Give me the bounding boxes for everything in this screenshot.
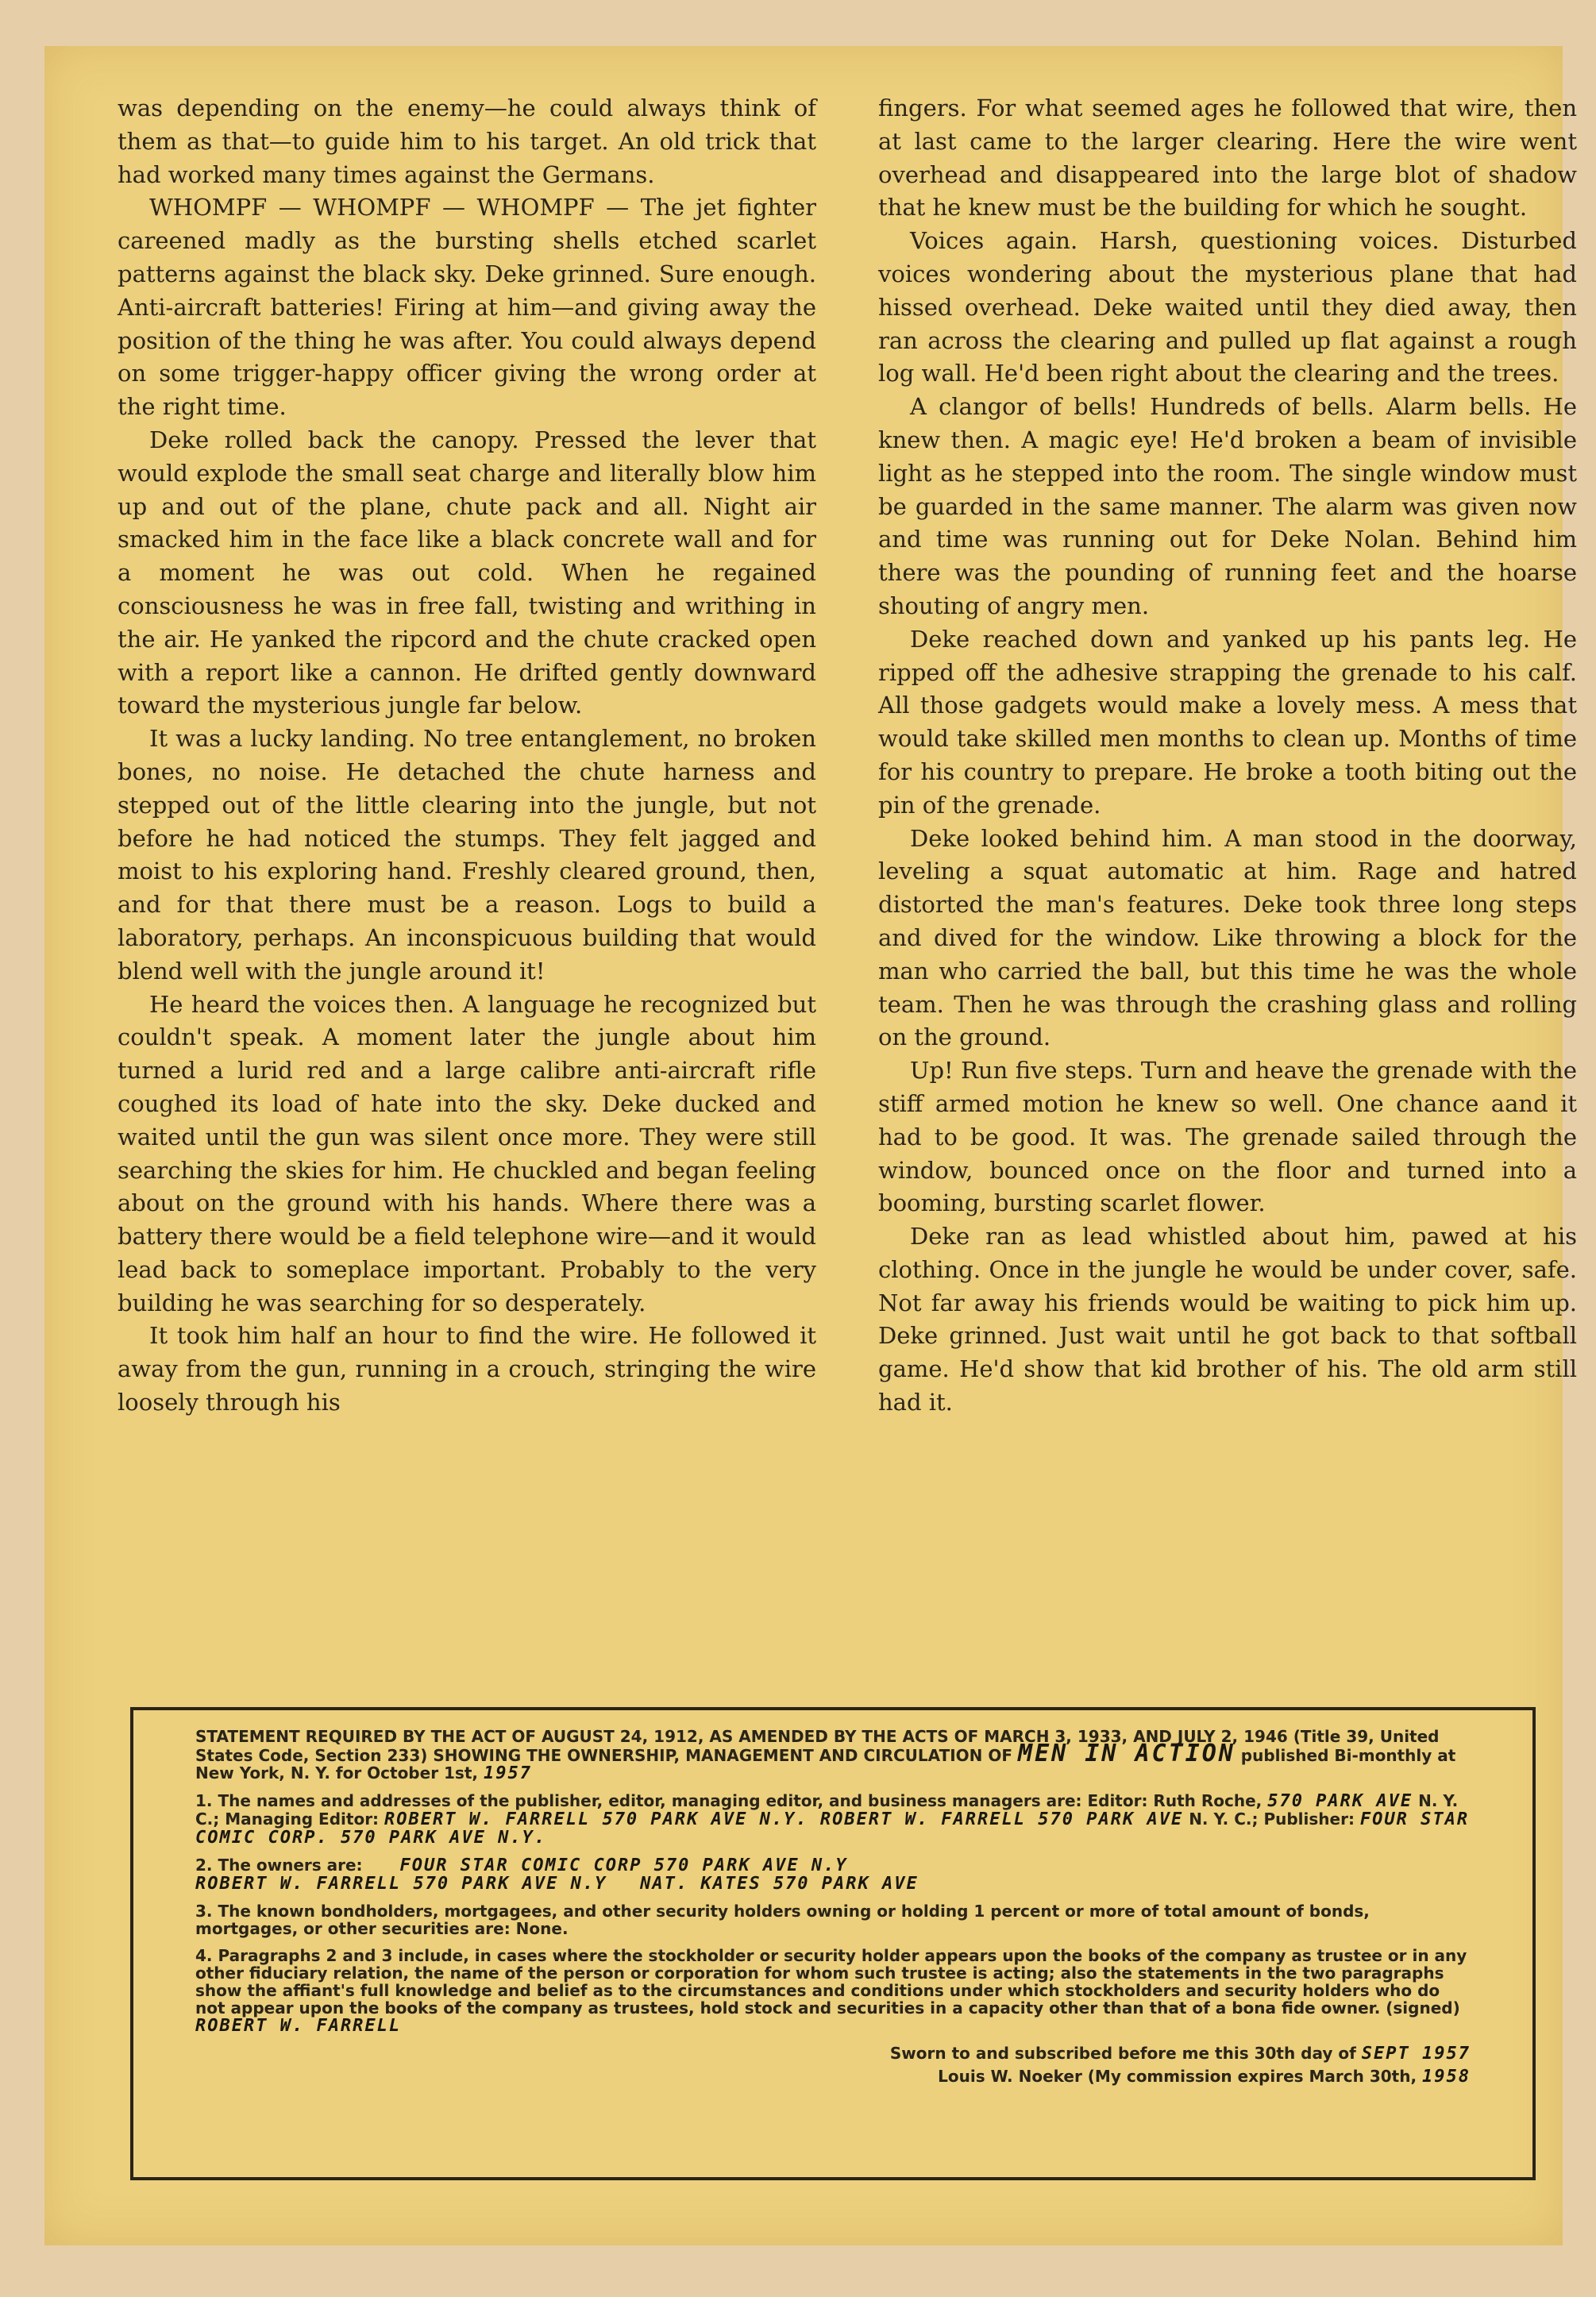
item-4-text: 4. Paragraphs 2 and 3 include, in cases where the stockholder or security holder appears upon the books of the company as trustee or in any other fiduciary relation, the name of the person or corporation for whom such trustee is acting; also the statements in the two paragraphs show the affiant's full knowledge and belief as to the circumstances and conditions under which stockholders and security holders who do not appear upon the books of the company as trustees, hold stock and securities in a capacity other than that of a bona fide owner.	[195, 1946, 1467, 2018]
paragraph: Voices again. Harsh, questioning voices. Disturbed voices wondering about the mysterious plane that had hissed overhead. Deke waited until they died away, then ran across the clearing and pulled up flat against a rough log wall. He'd been right about the clearing and the trees.	[878, 227, 1577, 387]
notary-line	[195, 2068, 1471, 2086]
paragraph: WHOMPF — WHOMPF — WHOMPF — The jet fighter careened madly as the bursting shells etched scarlet patterns against the black sky. Deke grinned. Sure enough. Anti-aircraft batteries! Firing at him—and giving away the position of the thing he was after. You could always depend on some trigger-happy officer giving the wrong order at the right time.	[118, 194, 816, 421]
ownership-statement-box	[130, 1707, 1536, 2180]
sworn-line	[195, 2045, 1471, 2063]
paragraph: He heard the voices then. A language he recognized but couldn't speak. A moment later the jungle about him turned a lurid red and a large calibre anti-aircraft rifle coughed its load of hate into the sky. Deke ducked and waited until the gun was silent once more. They were still searching the skies for him. He chuckled and began feeling about on the ground with his hands. Where there was a battery there would be a field telephone wire—and it would lead back to someplace important. Probably to the very building he was searching for so desperately.	[118, 990, 816, 1316]
statement-header-text: STATEMENT REQUIRED BY THE ACT OF AUGUST 24, 1912, AS AMENDED BY THE ACTS OF MARCH 3, 1933, AND JULY 2, 1946 (Title 39, United States Code, Section 233) SHOWING THE OWNERSHIP, MANAGEMENT AND CIRCULATION OF	[195, 1727, 1440, 1765]
signed-label: (signed)	[1386, 1998, 1460, 2018]
item-1-text-3: N. Y. C.; Publisher:	[1189, 1809, 1355, 1829]
paragraph: It was a lucky landing. No tree entanglement, no broken bones, no noise. He detached the chute harness and stepped out of the little clearing into the jungle, but not before he had noticed the stumps. They felt jagged and moist to his exploring hand. Freshly cleared ground, then, and for that there must be a reason. Logs to build a laboratory, perhaps. An inconspicuous building that would blend well with the jungle around it!	[118, 725, 816, 985]
item-1-text: 1. The names and addresses of the publisher, editor, managing editor, and business managers are: Editor: Ruth Roche,	[195, 1791, 1263, 1810]
handwritten-expiry-year: 1958	[1422, 2067, 1471, 2087]
paragraph: was depending on the enemy—he could always think of them as that—to guide him to his target. An old trick that had worked many times against the Germans.	[118, 94, 816, 188]
handwritten-managing-editor: ROBERT W. FARRELL 570 PARK AVE N.Y. ROBERT W. FARRELL 570 PARK AVE	[384, 1809, 1184, 1829]
paragraph: Up! Run five steps. Turn and heave the grenade with the stiff armed motion he knew so well. One chance aand it had to be good. It was. The grenade sailed through the window, bounced once on the floor and turned into a booming, bursting scarlet flower.	[878, 1057, 1577, 1217]
handwritten-owner: NAT. KATES 570 PARK AVE	[640, 1874, 919, 1894]
handwritten-signature: ROBERT W. FARRELL	[195, 2016, 402, 2036]
handwritten-sworn-date: SEPT 1957	[1361, 2044, 1471, 2064]
paragraph: fingers. For what seemed ages he followed that wire, then at last came to the larger clearing. Here the wire went overhead and disappeared into the large blot of shadow that he knew must be the building for which he sought.	[878, 94, 1577, 222]
right-column	[878, 92, 1577, 1420]
handwritten-owner: ROBERT W. FARRELL 570 PARK AVE N.Y	[195, 1874, 607, 1894]
paragraph: It took him half an hour to find the wire. He followed it away from the gun, running in a crouch, stringing the wire loosely through his	[118, 1322, 816, 1416]
handwritten-year: 1957	[483, 1763, 532, 1783]
handwritten-publisher: FOUR STAR COMIC CORP. 570 PARK AVE N.Y.	[195, 1809, 1470, 1848]
statement-header-text-2: published Bi-monthly at New York, N. Y. for October 1st,	[195, 1746, 1456, 1782]
statement-header	[195, 1728, 1471, 1782]
magazine-page	[44, 46, 1577, 2245]
paragraph: A clangor of bells! Hundreds of bells. Alarm bells. He knew then. A magic eye! He'd broken a beam of invisible light as he stepped into the room. The single window must be guarded in the same manner. The alarm was given now and time was running out for Deke Nolan. Behind him there was the pounding of running feet and the hoarse shouting of angry men.	[878, 393, 1577, 619]
paragraph: Deke rolled back the canopy. Pressed the lever that would explode the small seat charge and literally blow him up and out of the plane, chute pack and all. Night air smacked him in the face like a black concrete wall and for a moment he was out cold. When he regained consciousness he was in free fall, twisting and writhing in the air. He yanked the ripcord and the chute cracked open with a report like a cannon. He drifted gently downward toward the mysterious jungle far below.	[118, 426, 816, 719]
item-2-label: 2. The owners are:	[195, 1856, 363, 1875]
handwritten-title: MEN IN ACTION	[1018, 1740, 1236, 1767]
left-column	[118, 92, 816, 1420]
sworn-text: Sworn to and subscribed before me this 30th day of	[889, 2044, 1356, 2063]
statement-item-2	[195, 1856, 1471, 1893]
paragraph: Deke ran as lead whistled about him, pawed at his clothing. Once in the jungle he would be under cover, safe. Not far away his friends would be waiting to pick him up. Deke grinned. Just wait until he got back to that softball game. He'd show that kid brother of his. The old arm still had it.	[878, 1223, 1577, 1416]
paragraph: Deke looked behind him. A man stood in the doorway, leveling a squat automatic at him. Rage and hatred distorted the man's features. Deke took three long steps and dived for the window. Like throwing a block for the man who carried the ball, but this time he was the whole team. Then he was through the crashing glass and rolling on the ground.	[878, 824, 1577, 1051]
statement-item-1	[195, 1792, 1471, 1847]
notary-text: Louis W. Noeker (My commission expires March 30th,	[938, 2067, 1417, 2086]
statement-item-3: 3. The known bondholders, mortgagees, and other security holders owning or holding 1 percent or more of total amount of bonds, mortgages, or other securities are: None.	[195, 1902, 1370, 1938]
paragraph: Deke reached down and yanked up his pants leg. He ripped off the adhesive strapping the grenade to his calf. All those gadgets would make a lovely mess. A mess that would take skilled men months to clean up. Months of time for his country to prepare. He broke a tooth biting out the pin of the grenade.	[878, 625, 1577, 819]
handwritten-owner: FOUR STAR COMIC CORP 570 PARK AVE N.Y	[399, 1856, 848, 1875]
handwritten-address: 570 PARK AVE	[1267, 1791, 1413, 1811]
item-1-text-2: N. Y. C.; Managing Editor:	[195, 1791, 1459, 1829]
statement-item-4	[195, 1947, 1471, 2035]
